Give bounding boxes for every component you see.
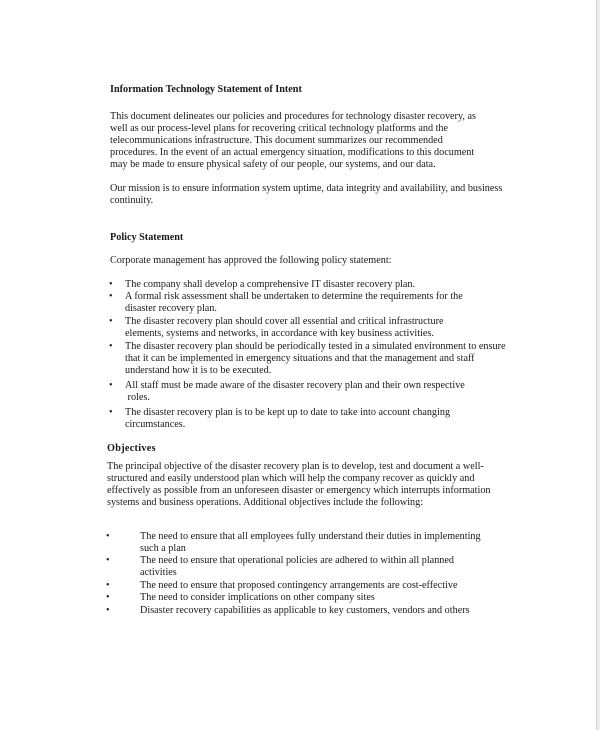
policy-item-line: circumstances. (125, 419, 186, 430)
objective-item-line: Disaster recovery capabilities as applicable to key customers, vendors and others (140, 605, 470, 616)
bullet-glyph: • (109, 380, 113, 391)
objectives-line: structured and easily understood plan which will help the company recover as quickly and (107, 473, 475, 484)
policy-item-line: understand how it is to be executed. (125, 365, 272, 376)
objective-item-line: The need to ensure that proposed contingency arrangements are cost-effective (140, 580, 458, 591)
bullet-glyph: • (109, 316, 113, 327)
bullet-glyph: • (106, 531, 110, 542)
policy-intro: Corporate management has approved the following policy statement: (110, 255, 392, 266)
heading-objectives: Objectives (107, 443, 156, 454)
policy-item-line: that it can be implemented in emergency situations and that the management and staff (125, 353, 475, 364)
policy-item-line: elements, systems and networks, in accordance with key business activities. (125, 328, 434, 339)
mission-line: Our mission is to ensure information system uptime, data integrity and availability, and business (110, 183, 503, 194)
intro-line: well as our process-level plans for recovering critical technology platforms and the (110, 123, 449, 134)
intro-line: procedures. In the event of an actual emergency situation, modifications to this document (110, 147, 475, 158)
objective-item-line: The need to ensure that all employees fully understand their duties in implementing (140, 531, 481, 542)
bullet-glyph: • (106, 592, 110, 603)
heading-statement-of-intent: Information Technology Statement of Intent (110, 84, 302, 95)
heading-policy-statement: Policy Statement (110, 232, 184, 243)
bullet-glyph: • (109, 291, 113, 302)
policy-item-line: The company shall develop a comprehensive IT disaster recovery plan. (125, 279, 416, 290)
policy-item-line: All staff must be made aware of the disaster recovery plan and their own respective (125, 380, 465, 391)
objective-item-line: The need to consider implications on other company sites (140, 592, 375, 603)
bullet-glyph: • (109, 407, 113, 418)
bullet-glyph: • (106, 605, 110, 616)
policy-item-line: The disaster recovery plan should cover all essential and critical infrastructure (125, 316, 444, 327)
policy-item-line: The disaster recovery plan is to be kept up to date to take into account changing (125, 407, 451, 418)
mission-line: continuity. (110, 195, 154, 206)
objective-item-line: such a plan (140, 543, 186, 554)
policy-item-line: disaster recovery plan. (125, 303, 217, 314)
objective-item-line: The need to ensure that operational policies are adhered to within all planned (140, 555, 454, 566)
objective-item-line: activities (140, 567, 177, 578)
policy-item-line: The disaster recovery plan should be periodically tested in a simulated environment to ensure (125, 341, 506, 352)
intro-line: telecommunications infrastructure. This document summarizes our recommended (110, 135, 443, 146)
bullet-glyph: • (106, 580, 110, 591)
objectives-line: systems and business operations. Additional objectives include the following: (107, 497, 424, 508)
policy-item-line: roles. (125, 392, 150, 403)
objectives-line: effectively as possible from an unforeseen disaster or emergency which interrupts information (107, 485, 491, 496)
intro-line: may be made to ensure physical safety of our people, our systems, and our data. (110, 159, 436, 170)
bullet-glyph: • (109, 279, 113, 290)
policy-item-line: A formal risk assessment shall be undertaken to determine the requirements for the (125, 291, 463, 302)
bullet-glyph: • (109, 341, 113, 352)
objectives-line: The principal objective of the disaster recovery plan is to develop, test and document a well- (107, 461, 484, 472)
bullet-glyph: • (106, 555, 110, 566)
intro-line: This document delineates our policies and procedures for technology disaster recovery, as (110, 111, 476, 122)
